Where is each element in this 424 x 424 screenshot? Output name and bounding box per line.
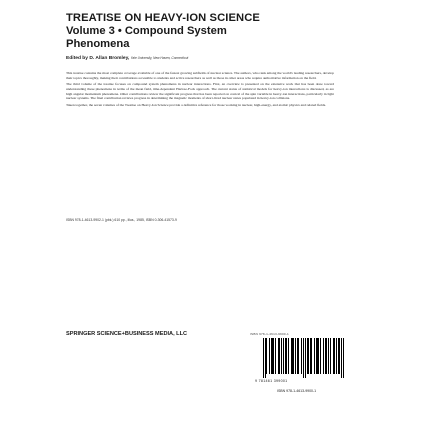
barcode-bar: [323, 338, 324, 374]
barcode-bar: [320, 338, 321, 374]
volume-heading: [66, 25, 366, 37]
barcode-bar: [318, 338, 319, 374]
barcode-top-isbn: ISBN 978-1-4613-9900-1: [250, 332, 289, 336]
barcode-bar: [336, 338, 337, 374]
volume-subject: Compound System: [124, 25, 227, 37]
editor-affiliation: Yale University, New Haven, Connecticut: [130, 56, 189, 60]
barcode-bar: [263, 338, 264, 378]
barcode-bar: [278, 338, 279, 374]
barcode-bar: [272, 338, 273, 374]
barcode-bar: [328, 338, 329, 374]
barcode: [262, 338, 344, 378]
volume-bullet: •: [117, 25, 122, 37]
barcode-bar: [295, 338, 296, 374]
barcode-bar: [292, 338, 293, 374]
description-text: [66, 71, 334, 110]
barcode-bar: [301, 338, 302, 374]
barcode-bar: [265, 338, 266, 378]
barcode-bar: [311, 338, 312, 374]
barcode-bar: [338, 338, 339, 374]
barcode-bar: [266, 338, 267, 374]
barcode-bar: [333, 338, 334, 374]
barcode-isbn: ISBN 978-1-4613-9900-1: [277, 389, 317, 393]
barcode-bar: [305, 338, 306, 378]
barcode-bar: [275, 338, 276, 374]
barcode-bar: [293, 338, 294, 374]
barcode-bar: [291, 338, 292, 374]
barcode-bar: [269, 338, 270, 374]
editor-line: [66, 55, 366, 61]
barcode-bar: [271, 338, 272, 374]
barcode-bar: [303, 338, 304, 378]
barcode-bar: [273, 338, 274, 374]
series-title: TREATISE ON HEAVY-ION SCIENCE: [66, 12, 260, 24]
barcode-bar: [341, 338, 342, 378]
barcode-bar: [317, 338, 318, 374]
barcode-bar: [307, 338, 308, 374]
barcode-bar: [330, 338, 331, 374]
barcode-bar: [288, 338, 289, 374]
barcode-bar: [334, 338, 335, 374]
description-paragraph: The third volume of the treatise focuses on compound system phenomena in nuclear interactions. First, an overview is presented on the extensive work that has been done toward understanding these phenomena in terms of the mean field, time-dependent Hartree-Fock approach. The current status of statistical models for heavy-ion interactions is discussed, as are high angular momentum phenomena. Other contributions review the significant progress that has been reported on conical of the spin variable in heavy-ion interactions, particularly in light nuclear systems. The final contribution reviews progress in determining the magnetic moments of short-lived nuclear states populated in heavy-ion collisions.: [66, 82, 334, 101]
barcode-bar: [279, 338, 280, 374]
publication-details: ISBN 978-1-4613-9902-1 (pbk.) 610 pp., illus., 1985, ISBN 0-306-41573-9: [66, 218, 177, 222]
volume-subject-line-2: Phenomena: [66, 38, 130, 50]
barcode-bar: [343, 338, 344, 378]
barcode-bar: [297, 338, 298, 374]
barcode-bar: [310, 338, 311, 374]
barcode-bar: [286, 338, 287, 374]
barcode-bar: [283, 338, 284, 374]
barcode-bar: [325, 338, 326, 374]
edited-by: Edited by D. Allan Bromley,: [66, 56, 130, 61]
barcode-bar: [281, 338, 282, 374]
barcode-bar: [298, 338, 299, 374]
barcode-digits: 9 781461 399001: [255, 379, 288, 383]
barcode-bar: [339, 338, 340, 374]
publisher-name: SPRINGER SCIENCE+BUSINESS MEDIA, LLC: [66, 331, 188, 337]
volume-label: Volume 3: [66, 25, 115, 37]
description-paragraph: This treatise contains the most complete coverage available of one of the fastest growing subfields of nuclear science. The authors, who rank among the world's leading researchers, develop their topics thoroughly, making their contributions accessible to students and active researchers as well as those in other areas who require authoritative information on the field.: [66, 71, 334, 80]
barcode-bar: [308, 338, 309, 374]
description-paragraph: Taken together, the seven volumes of the Treatise on Heavy-Ion Science provide a definitive reference for those working in nuclear, high-energy, and atomic physics and related fields.: [66, 103, 326, 108]
barcode-bar: [326, 338, 327, 374]
barcode-bar: [314, 338, 315, 374]
barcode-bar: [316, 338, 317, 374]
barcode-bar: [285, 338, 286, 374]
